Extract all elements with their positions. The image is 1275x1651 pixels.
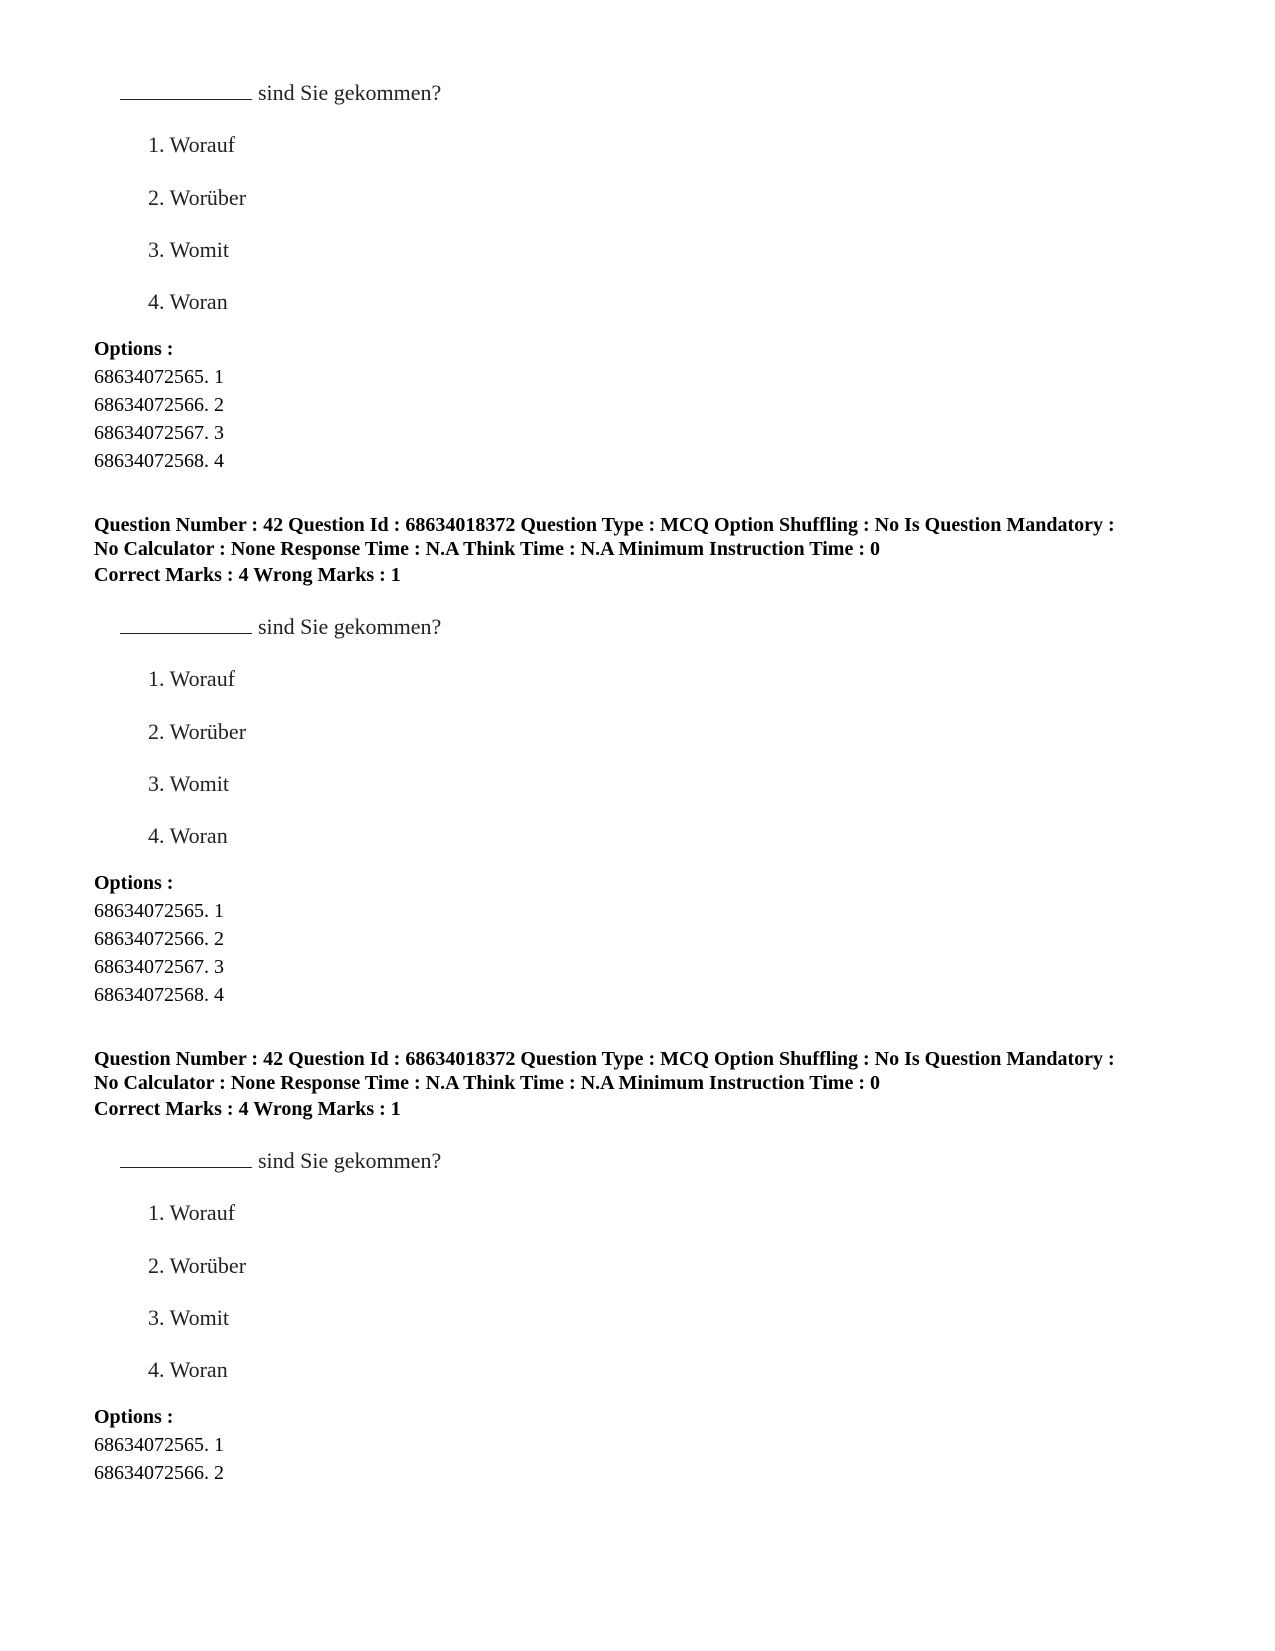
choice-2: 2. Worüber — [148, 185, 247, 210]
option-id-1: 68634072565. 1 — [94, 900, 224, 922]
option-id-2: 68634072566. 2 — [94, 394, 224, 416]
choice-1: 1. Worauf — [148, 666, 236, 691]
question-stem: sind Sie gekommen? — [120, 614, 441, 640]
choice-2: 2. Worüber — [148, 1253, 247, 1278]
choice-1: 1. Worauf — [148, 1200, 236, 1225]
option-id-1: 68634072565. 1 — [94, 1434, 224, 1456]
option-id-4: 68634072568. 4 — [94, 984, 224, 1006]
blank-line — [120, 81, 252, 100]
choice-1: 1. Worauf — [148, 132, 236, 157]
question-stem: sind Sie gekommen? — [120, 80, 441, 106]
marks-line: Correct Marks : 4 Wrong Marks : 1 — [94, 564, 401, 586]
choice-3: 3. Womit — [148, 771, 229, 796]
options-label: Options : — [94, 872, 174, 894]
blank-line — [120, 615, 252, 634]
option-id-2: 68634072566. 2 — [94, 1462, 224, 1484]
marks-line: Correct Marks : 4 Wrong Marks : 1 — [94, 1098, 401, 1120]
choice-4: 4. Woran — [148, 289, 228, 314]
meta-line-2: No Calculator : None Response Time : N.A Think Time : N.A Minimum Instruction Time : 0 — [94, 1072, 880, 1094]
option-id-3: 68634072567. 3 — [94, 422, 224, 444]
choice-4: 4. Woran — [148, 823, 228, 848]
question-meta — [94, 1047, 1194, 1095]
option-id-4: 68634072568. 4 — [94, 450, 224, 472]
meta-line-2: No Calculator : None Response Time : N.A Think Time : N.A Minimum Instruction Time : 0 — [94, 538, 880, 560]
choice-4: 4. Woran — [148, 1357, 228, 1382]
option-id-3: 68634072567. 3 — [94, 956, 224, 978]
meta-line-1: Question Number : 42 Question Id : 68634018372 Question Type : MCQ Option Shuffling : No Is Question Mandatory : — [94, 514, 1115, 536]
question-stem: sind Sie gekommen? — [120, 1148, 441, 1174]
option-id-2: 68634072566. 2 — [94, 928, 224, 950]
choice-3: 3. Womit — [148, 1305, 229, 1330]
choice-3: 3. Womit — [148, 237, 229, 262]
meta-line-1: Question Number : 42 Question Id : 68634018372 Question Type : MCQ Option Shuffling : No Is Question Mandatory : — [94, 1048, 1115, 1070]
question-meta — [94, 513, 1194, 561]
option-id-1: 68634072565. 1 — [94, 366, 224, 388]
options-label: Options : — [94, 338, 174, 360]
choice-2: 2. Worüber — [148, 719, 247, 744]
blank-line — [120, 1149, 252, 1168]
options-label: Options : — [94, 1406, 174, 1428]
